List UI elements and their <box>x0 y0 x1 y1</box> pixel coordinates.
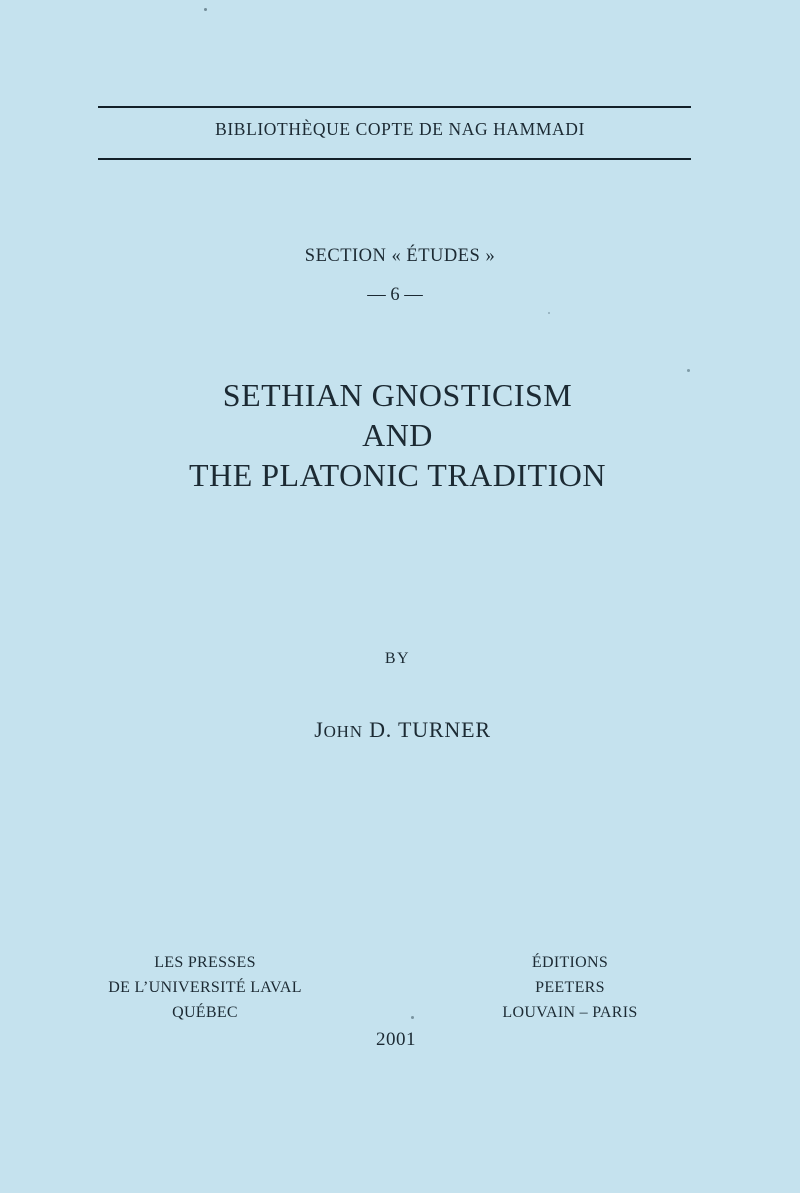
publisher-left-line-1: LES PRESSES <box>154 954 256 971</box>
author-name <box>0 717 800 743</box>
publisher-right-line-2: PEETERS <box>535 979 605 996</box>
scan-speck <box>548 312 550 314</box>
publisher-left <box>45 950 365 1025</box>
publisher-right-line-3: LOUVAIN – PARIS <box>502 1004 638 1021</box>
publisher-left-line-2: DE L’UNIVERSITÉ LAVAL <box>108 979 302 996</box>
publisher-right-line-1: ÉDITIONS <box>531 954 609 971</box>
book-title <box>0 375 795 495</box>
publisher-right <box>410 950 730 1025</box>
publishers-block <box>0 950 800 1030</box>
scan-speck <box>687 369 690 372</box>
scan-speck <box>204 8 207 11</box>
author-name-rest: D. TURNER <box>362 717 491 742</box>
series-banner-rule-top <box>98 106 691 108</box>
by-label: BY <box>384 650 411 667</box>
author-first-initial: J <box>314 717 324 742</box>
publication-year: 2001 <box>376 1029 416 1050</box>
book-title-line-2: AND <box>362 417 433 453</box>
scan-speck <box>411 1016 414 1019</box>
section-number: — 6 — <box>367 285 423 305</box>
author-first-name-smallcaps: OHN <box>323 722 363 741</box>
book-title-line-3: THE PLATONIC TRADITION <box>189 457 606 493</box>
book-title-line-1: SETHIAN GNOSTICISM <box>222 377 573 413</box>
series-title: BIBLIOTHÈQUE COPTE DE NAG HAMMADI <box>215 119 585 139</box>
series-banner-rule-bottom <box>98 158 691 160</box>
section-label: SECTION « ÉTUDES » <box>304 246 496 266</box>
publisher-left-line-3: QUÉBEC <box>172 1004 238 1021</box>
